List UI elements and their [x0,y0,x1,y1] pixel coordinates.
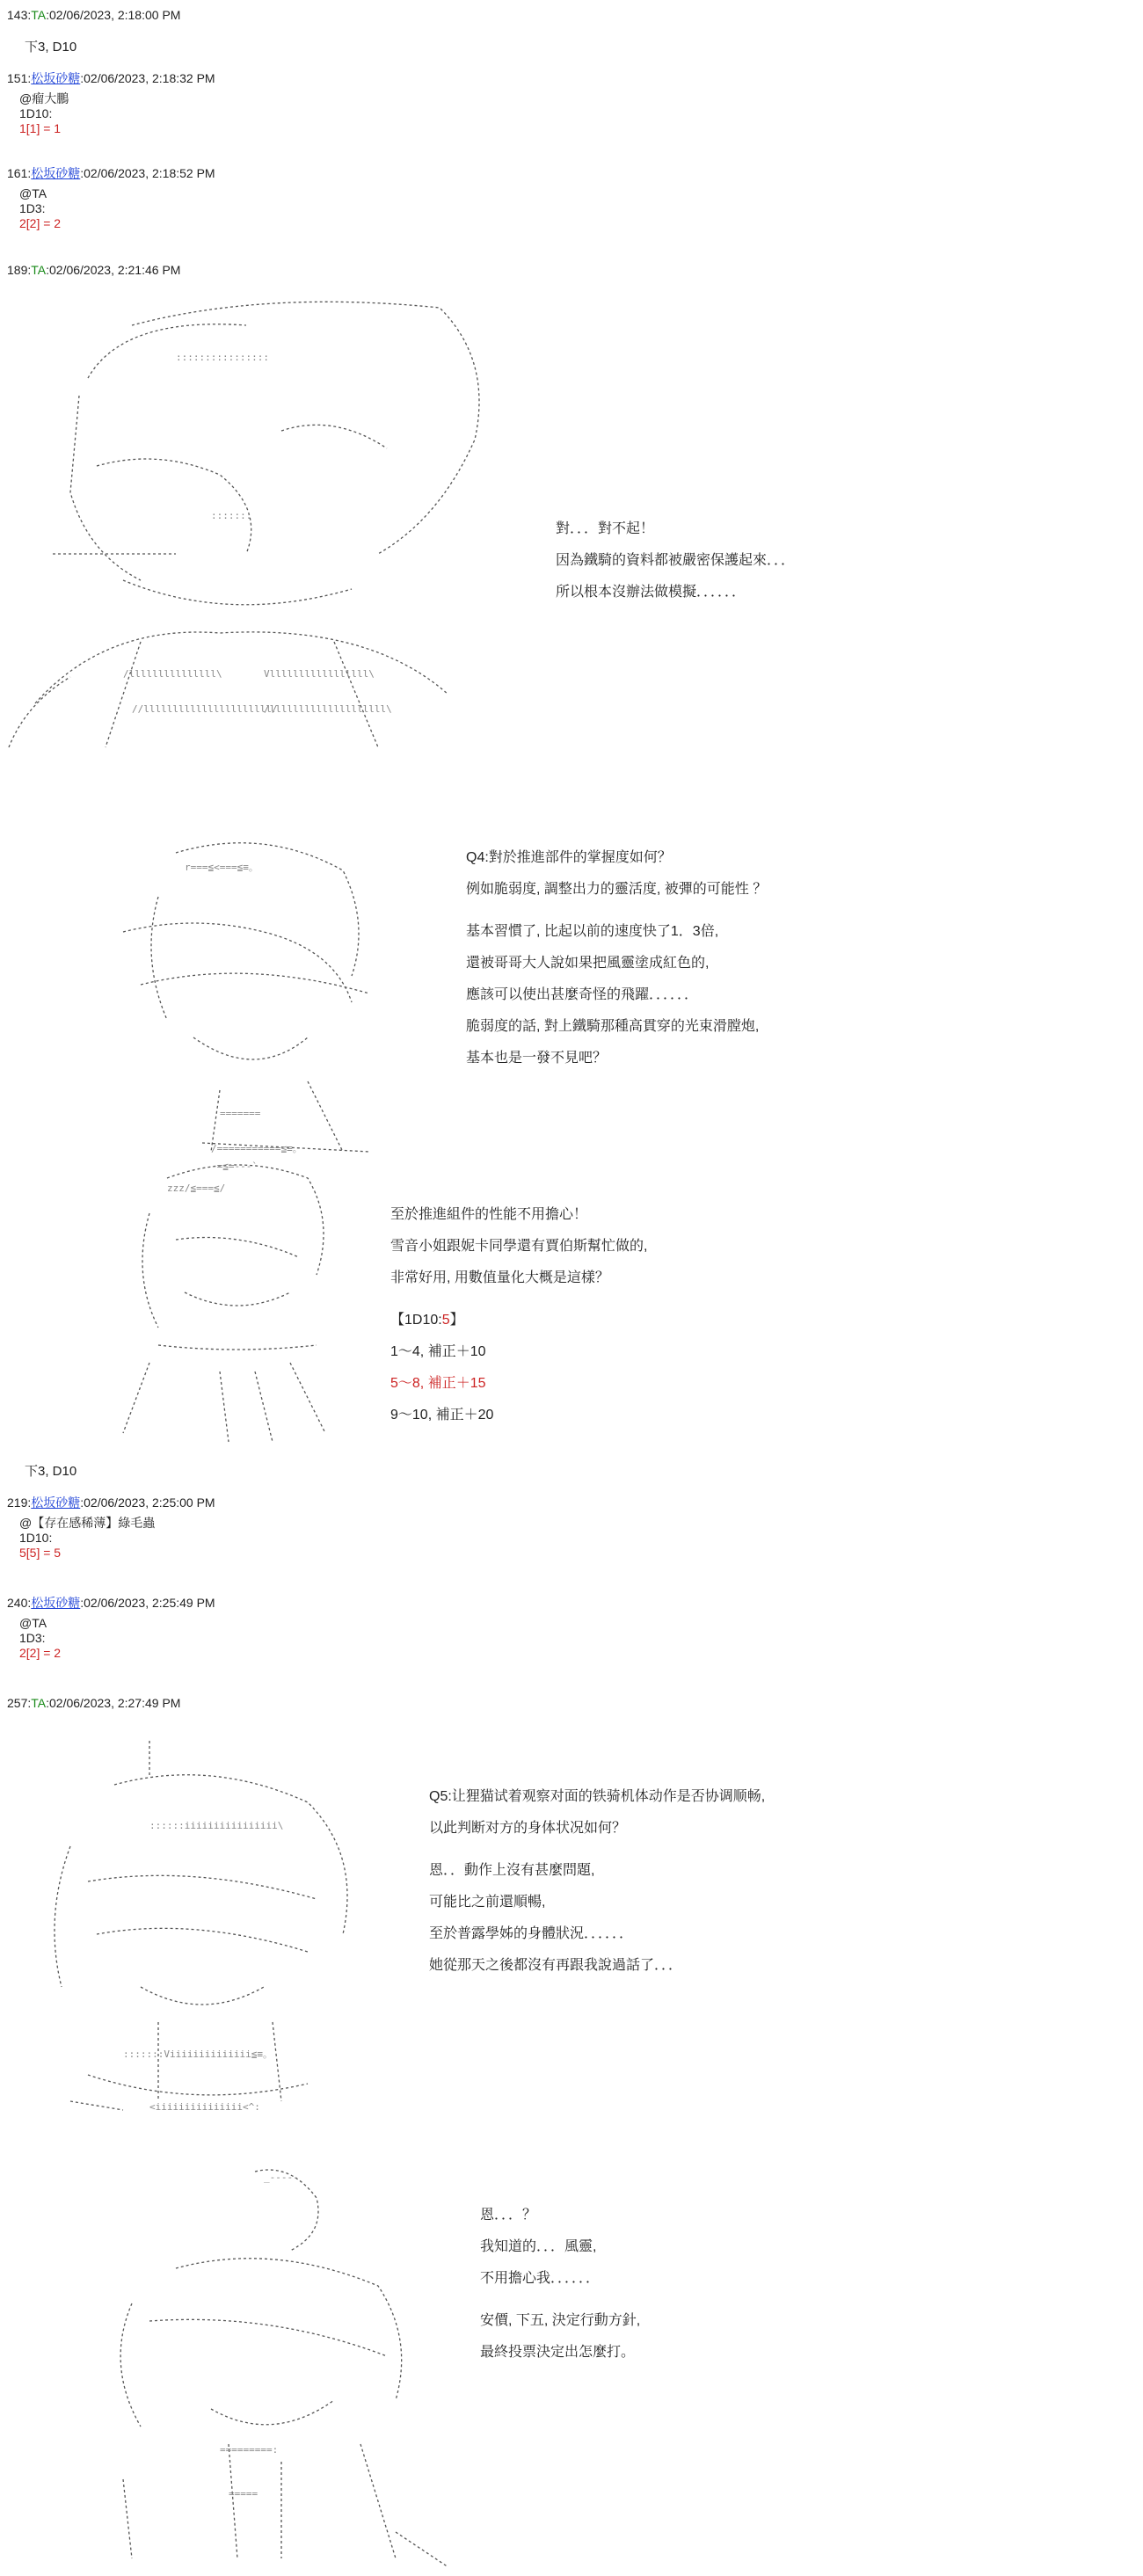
dialog-line: 恩．．．？ [480,2208,537,2223]
dialog-line: 我知道的．．．風靈, [480,2239,597,2254]
post-number: 257: [7,1696,32,1710]
svg-text:Vlllllllllllllllll\: Vlllllllllllllllll\ [264,668,375,680]
dialog-line: 還被哥哥大人說如果把風靈塗成紅色的, [466,956,710,971]
dialog-line: Q4:對於推進部件的掌握度如何？ [466,850,672,865]
svg-text:r===≦<===≦≡。: r===≦<===≦≡。 [185,862,258,873]
post-date: :02/06/2023, 2:27:49 PM [46,1696,181,1710]
post-number: 143: [7,8,32,22]
svg-text:::::::iiiiiiiiiiiiiiii\: ::::::iiiiiiiiiiiiiiii\ [149,1820,284,1831]
poster-name-link[interactable]: 松坂砂糖 [31,166,81,180]
ascii-art-girl-2 [88,818,404,1169]
post-date: :02/06/2023, 2:18:32 PM [80,71,215,85]
svg-text://llllllllllllllllllllll/: //llllllllllllllllllllll/ [132,703,278,715]
dialog-line: 因為鐵騎的資料都被嚴密保護起來．．． [556,553,796,568]
post-date: :02/06/2023, 2:21:46 PM [46,263,181,277]
dialog-line: 應該可以使出甚麼奇怪的飛躍．．．．．． [466,987,699,1002]
svg-text:=====: ===== [229,2488,258,2500]
poster-name-link[interactable]: 松坂砂糖 [31,71,81,85]
poster-name: TA [31,263,47,277]
post-number: 219: [7,1495,32,1510]
dialog-line: 至於推進組件的性能不用擔心！ [390,1207,588,1222]
post-240 [7,1595,215,1661]
dialog-line: Q5:让狸猫试着观察对面的铁骑机体动作是否协调顺畅, [429,1789,766,1804]
dialog-line: 所以根本沒辦法做模擬．．．．．． [556,585,746,600]
dialog-line: 以此判断对方的身体状况如何？ [429,1821,627,1836]
dialog-line: 她從那天之後都沒有再跟我說過話了．．． [429,1958,683,1973]
poster-name: TA [31,8,47,22]
dialog-line: 不用擔心我．．．．．． [480,2271,601,2286]
dice-table-row-selected: 5～8, 補正＋15 [390,1376,486,1391]
post-date: :02/06/2023, 2:18:00 PM [46,8,181,22]
svg-text:::::::::::::::::: :::::::::::::::: [176,352,269,363]
dice-result: 2[2] = 2 [19,216,62,230]
post-date: :02/06/2023, 2:25:00 PM [80,1495,215,1510]
svg-text:=======: ======= [220,1108,261,1119]
dice-table-header: 【1D10:5】 [390,1313,464,1328]
dice-table-row: 9～10, 補正＋20 [390,1408,494,1423]
mention: @瘤大鵬 [19,91,69,106]
dialog-block-2 [466,842,767,1074]
svg-text:_-----: _----- [264,2172,299,2183]
dialog-line: 可能比之前還順暢, [429,1895,546,1910]
mention: @TA [19,186,47,200]
post-143 [7,7,180,23]
svg-text:/===========≦≡。: /===========≦≡。 [211,1143,302,1154]
svg-text:<iiiiiiiiiiiiiii<^:: <iiiiiiiiiiiiiii<^: [149,2101,260,2113]
dice-label: 1D10: [19,106,53,120]
dice-result: 1[1] = 1 [19,121,62,135]
post-date: :02/06/2023, 2:25:49 PM [80,1596,215,1610]
dice-result: 2[2] = 2 [19,1646,62,1660]
mention: @TA [19,1616,47,1630]
dialog-line: 安價, 下五, 決定行動方針, [480,2313,641,2328]
dice-result: 5[5] = 5 [19,1546,62,1560]
dice-label: 1D10: [19,1531,53,1545]
svg-text::::::::Viiiiiiiiiiiiii≦≡。: :::::::Viiiiiiiiiiiiii≦≡。 [123,2048,273,2060]
poster-name-link[interactable]: 松坂砂糖 [31,1495,81,1510]
svg-text:zzz/≦===≦/: zzz/≦===≦/ [167,1182,226,1194]
dialog-block-3 [390,1199,647,1431]
dialog-line: 基本也是一發不見吧？ [466,1051,608,1066]
post-161 [7,165,215,231]
dialog-block-4 [429,1781,765,1982]
post-189 [7,262,180,278]
svg-text::::::::: ::::::: [211,510,252,521]
svg-text:-=≦=---`: -=≦=---` [211,1161,258,1172]
dice-label: 1D3: [19,201,46,215]
post-number: 240: [7,1596,32,1610]
svg-text:=========:: =========: [220,2444,279,2456]
svg-text:/llllllllllllllllllll\: /llllllllllllllllllll\ [264,703,392,715]
ascii-art-girl-5 [62,2145,448,2567]
dialog-line: 基本習慣了, 比起以前的速度快了1．3倍, [466,924,719,939]
ascii-art-girl-3 [97,1143,360,1459]
dialog-line: 例如脆弱度, 調整出力的靈活度, 被彈的可能性 ？ [466,882,768,897]
dialog-line: 最終投票決定出怎麼打。 [480,2345,636,2360]
post-note: 下3, D10 [25,1464,77,1479]
dice-table-row: 1～4, 補正＋10 [390,1344,486,1359]
poster-name-link[interactable]: 松坂砂糖 [31,1596,81,1610]
dialog-line: 恩．．動作上沒有甚麼問題, [429,1863,595,1878]
post-number: 151: [7,71,32,85]
svg-text:/lllllllllllllll\: /lllllllllllllll\ [123,668,222,680]
dialog-line: 對．．．對不起！ [556,521,655,536]
post-date: :02/06/2023, 2:18:52 PM [80,166,215,180]
dice-label: 1D3: [19,1631,46,1645]
dialog-line: 脆弱度的話, 對上鐵騎那種高貫穿的光束滑膛炮, [466,1019,760,1034]
poster-name: TA [31,1696,47,1710]
post-151 [7,70,215,136]
dialog-block-1 [556,513,795,608]
dialog-line: 至於普露學姊的身體狀況．．．．．． [429,1926,634,1941]
dialog-line: 非常好用, 用數值量化大概是這樣？ [390,1270,609,1285]
post-note: 下3, D10 [25,40,77,55]
ascii-art-girl-1 [0,290,492,756]
mention: @【存在感稀薄】綠毛蟲 [19,1516,156,1530]
dialog-block-5 [480,2200,640,2369]
dialog-line: 雪音小姐跟妮卡同學還有賈伯斯幫忙做的, [390,1239,648,1254]
post-number: 189: [7,263,32,277]
post-number: 161: [7,166,32,180]
ascii-art-girl-4 [18,1723,387,2128]
post-257 [7,1695,180,1711]
post-219 [7,1495,215,1561]
